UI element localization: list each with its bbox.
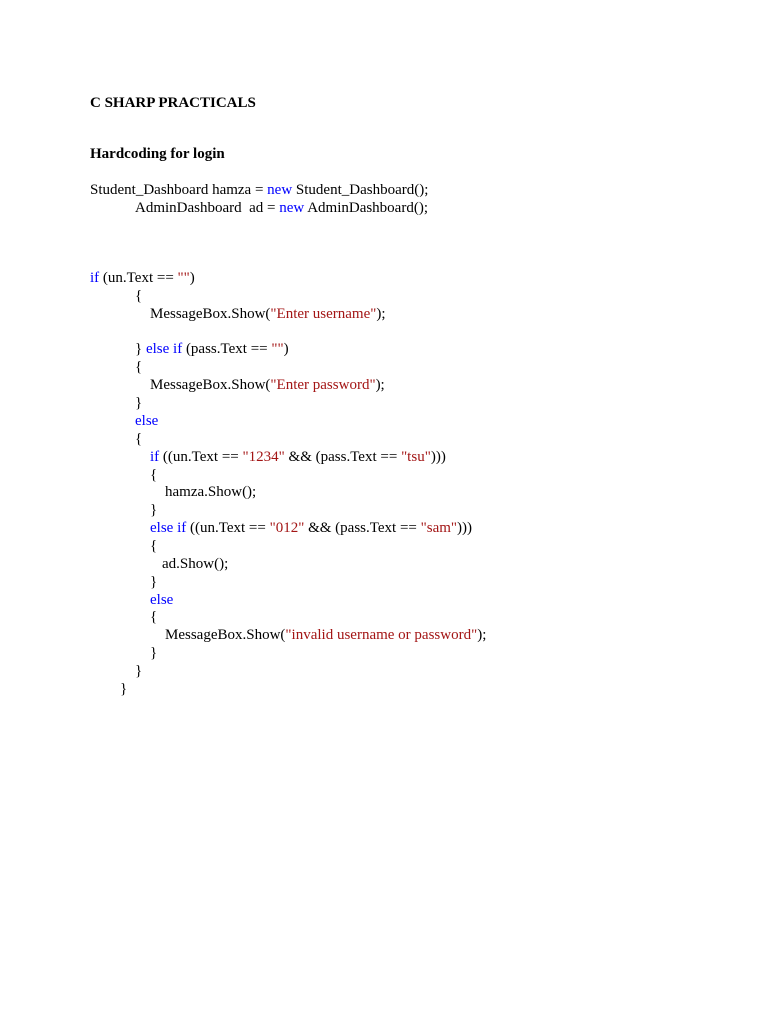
code-text: } bbox=[135, 663, 143, 679]
code-keyword: else if bbox=[150, 520, 187, 536]
code-string: "" bbox=[271, 341, 284, 357]
code-string: "invalid username or password" bbox=[285, 627, 478, 643]
code-keyword: if bbox=[90, 270, 100, 286]
code-text: { bbox=[150, 609, 158, 625]
code-line bbox=[150, 501, 157, 519]
code-text: ); bbox=[376, 306, 386, 322]
code-text: MessageBox.Show( bbox=[165, 627, 286, 643]
code-text: { bbox=[150, 467, 158, 483]
code-text: { bbox=[150, 538, 158, 554]
code-line bbox=[165, 483, 256, 501]
code-text: ); bbox=[477, 627, 487, 643]
code-text: { bbox=[135, 288, 143, 304]
code-line bbox=[90, 181, 428, 199]
code-text: && (pass.Text == bbox=[304, 520, 421, 536]
code-text: Student_Dashboard hamza = bbox=[90, 182, 268, 198]
code-keyword: if bbox=[150, 449, 160, 465]
code-text: hamza.Show(); bbox=[165, 484, 257, 500]
code-text: } bbox=[120, 681, 128, 697]
code-line bbox=[150, 376, 385, 394]
code-line bbox=[165, 626, 486, 644]
code-keyword: else bbox=[150, 592, 174, 608]
code-line bbox=[135, 394, 142, 412]
code-text: AdminDashboard ad = bbox=[135, 200, 280, 216]
code-text: } bbox=[135, 341, 146, 357]
code-text: (pass.Text == bbox=[182, 341, 272, 357]
section-title: Hardcoding for login bbox=[90, 146, 225, 162]
code-string: "Enter username" bbox=[270, 306, 377, 322]
code-line bbox=[120, 680, 127, 698]
code-text: && (pass.Text == bbox=[284, 449, 402, 465]
code-line bbox=[150, 591, 173, 609]
code-line bbox=[90, 269, 195, 287]
code-string: "sam" bbox=[420, 520, 458, 536]
code-string: "012" bbox=[269, 520, 305, 536]
code-line bbox=[150, 305, 386, 323]
code-text: { bbox=[135, 431, 143, 447]
code-text: } bbox=[135, 395, 143, 411]
code-text: } bbox=[150, 645, 158, 661]
code-keyword: new bbox=[267, 182, 293, 198]
code-line bbox=[135, 287, 142, 305]
code-line bbox=[150, 573, 157, 591]
code-text: ) bbox=[189, 270, 195, 286]
code-text: } bbox=[150, 502, 158, 518]
code-keyword: else bbox=[135, 413, 159, 429]
code-line bbox=[135, 199, 428, 217]
code-line bbox=[135, 662, 142, 680]
code-keyword: else if bbox=[145, 341, 183, 357]
code-text: Student_Dashboard(); bbox=[292, 182, 429, 198]
code-string: "tsu" bbox=[401, 449, 431, 465]
code-text: (un.Text == bbox=[99, 270, 178, 286]
code-line bbox=[150, 519, 472, 537]
code-string: "" bbox=[177, 270, 190, 286]
code-text: ((un.Text == bbox=[186, 520, 270, 536]
code-string: "Enter password" bbox=[270, 377, 376, 393]
code-line bbox=[135, 412, 158, 430]
code-string: "1234" bbox=[242, 449, 285, 465]
code-line bbox=[135, 340, 289, 358]
code-text: MessageBox.Show( bbox=[150, 377, 271, 393]
code-text: ((un.Text == bbox=[159, 449, 243, 465]
code-text: ))) bbox=[457, 520, 473, 536]
code-keyword: new bbox=[279, 200, 305, 216]
code-line bbox=[135, 358, 142, 376]
code-line bbox=[150, 448, 446, 466]
code-text: AdminDashboard(); bbox=[304, 200, 428, 216]
code-text: ad.Show(); bbox=[162, 556, 229, 572]
code-line bbox=[150, 608, 157, 626]
code-text: ))) bbox=[430, 449, 446, 465]
code-text: { bbox=[135, 359, 143, 375]
document-title: C SHARP PRACTICALS bbox=[90, 95, 256, 111]
code-text: ); bbox=[375, 377, 385, 393]
code-line bbox=[150, 644, 157, 662]
code-line bbox=[162, 555, 228, 573]
code-text: } bbox=[150, 574, 158, 590]
code-text: MessageBox.Show( bbox=[150, 306, 271, 322]
code-line bbox=[135, 430, 142, 448]
code-line bbox=[150, 466, 157, 484]
code-line bbox=[150, 537, 157, 555]
code-text: ) bbox=[283, 341, 289, 357]
